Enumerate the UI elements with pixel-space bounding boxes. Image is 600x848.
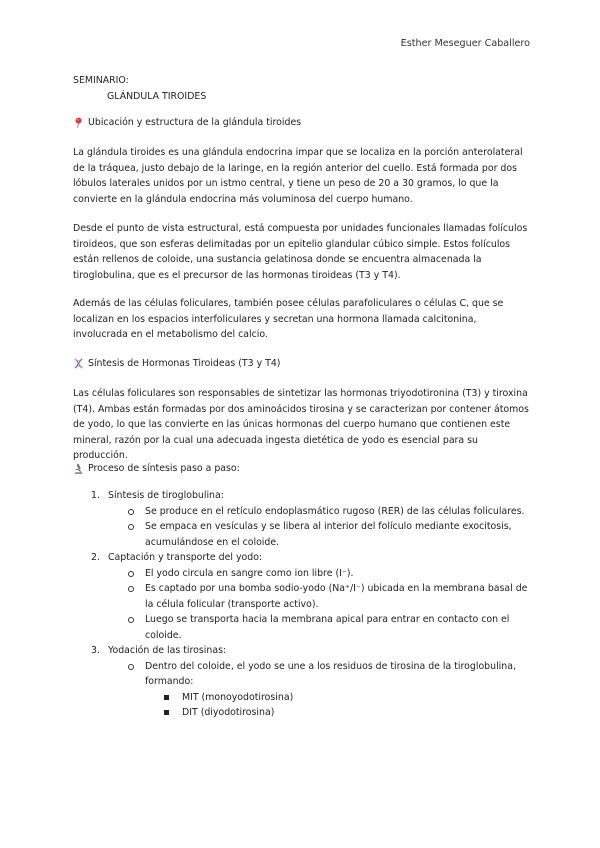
section2-paragraph: Las células foliculares son responsables de sintetizar las hormonas triyodotironina (T3) y tiroxina (T4). Ambas están formadas por dos aminoácidos tirosina y se caracterizan por contener átomos de yodo, lo que las convierte en las únicas hormonas del cuerpo humano que contienen este mineral, razón por la cual una adecuada ingesta dietética de yodo es esencial para su producción.: [73, 388, 529, 461]
section1-paragraph-3: Además de las células foliculares, también posee células parafoliculares o células C, que se localizan en los espacios interfoliculares y secretan una hormona llamada calcitonina, involucrada en el metabolismo del calcio.: [73, 298, 504, 340]
pushpin-icon: [73, 117, 84, 128]
section-heading-synthesis: [73, 358, 533, 369]
section1-paragraph-1-wrap: [73, 145, 533, 207]
step-2-item-2: Es captado por una bomba sodio-yodo (Na⁺/I⁻) ubicada en la membrana basal de la célula folicular (transporte activo).: [108, 581, 533, 612]
step-3: [73, 643, 533, 721]
dna-icon: [73, 358, 84, 369]
title-line-2: GLÁNDULA TIROIDES: [107, 91, 207, 102]
step-3-subitem-2: DIT (diyodotirosina): [145, 705, 533, 721]
step-3-item-1: [108, 659, 533, 721]
step-2-item-3: Luego se transporta hacia la membrana apical para entrar en contacto con el coloide.: [108, 612, 533, 643]
process-steps: [73, 488, 533, 721]
step-3-title: Yodación de las tirosinas:: [108, 645, 227, 656]
step-1-title: Síntesis de tiroglobulina:: [108, 490, 224, 501]
section3-heading: Proceso de síntesis paso a paso:: [88, 463, 240, 474]
title-line-1: SEMINARIO:: [73, 75, 129, 86]
section1-paragraph-3-wrap: [73, 296, 533, 343]
step-3-subitem-1: MIT (monoyodotirosina): [145, 690, 533, 706]
step-1-item-1: Se produce en el retículo endoplasmático rugoso (RER) de las células foliculares.: [108, 504, 533, 520]
step-2-number: 2.: [91, 552, 100, 563]
author-name: Esther Meseguer Caballero: [400, 38, 530, 49]
step-2-item-1: El yodo circula en sangre como ion libre (I⁻).: [108, 566, 533, 582]
section1-heading: Ubicación y estructura de la glándula tiroides: [88, 117, 302, 128]
section1-paragraph-2: Desde el punto de vista estructural, está compuesta por unidades funcionales llamadas folículos tiroideos, que son esferas delimitadas por un epitelio glandular cúbico simple. Estos folículos están rellenos de coloide, una sustancia gelatinosa donde se encuentra almacenada la tiroglobulina, que es el precursor de las hormonas tiroideas (T3 y T4).: [73, 223, 528, 281]
step-3-item-1-text: Dentro del coloide, el yodo se une a los residuos de tirosina de la tiroglobulina, formando:: [145, 660, 516, 687]
document-title: [73, 73, 206, 105]
section2-heading: Síntesis de Hormonas Tiroideas (T3 y T4): [88, 358, 281, 369]
section-heading-process: [73, 463, 533, 474]
step-1-item-2: Se empaca en vesículas y se libera al interior del folículo mediante exocitosis, acumulándose en el coloide.: [108, 519, 533, 550]
section2-paragraph-wrap: [73, 386, 533, 464]
step-3-number: 3.: [91, 645, 100, 656]
section-heading-location: [73, 117, 533, 128]
step-2-title: Captación y transporte del yodo:: [108, 552, 263, 563]
step-1: [73, 488, 533, 550]
section1-paragraph-1: La glándula tiroides es una glándula endocrina impar que se localiza en la porción anterolateral de la tráquea, justo debajo de la laringe, en la región anterior del cuello. Está formada por dos lóbulos laterales unidos por un istmo central, y tiene un peso de 20 a 30 gramos, lo que la convierte en la glándula endocrina más voluminosa del cuerpo humano.: [73, 147, 523, 205]
microscope-icon: [73, 463, 84, 474]
step-2: [73, 550, 533, 643]
step-1-number: 1.: [91, 490, 100, 501]
section1-paragraph-2-wrap: [73, 221, 533, 283]
